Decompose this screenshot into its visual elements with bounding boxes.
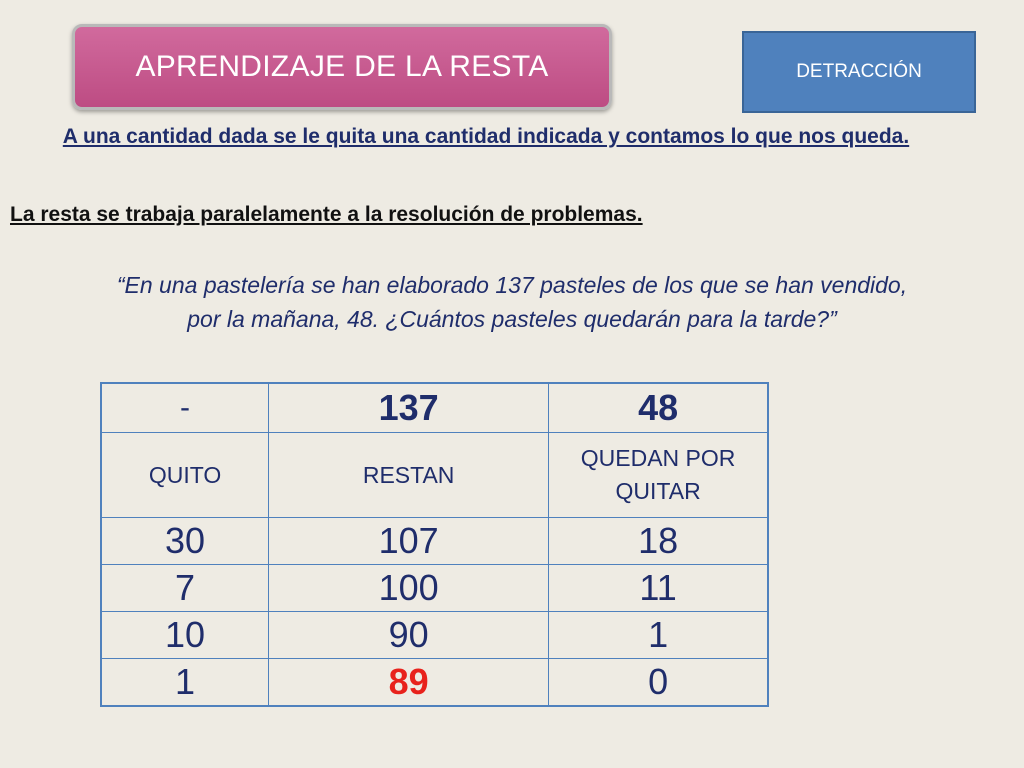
problem-line-1: “En una pastelería se han elaborado 137 pasteles de los que se han vendido,	[116, 272, 908, 298]
label-quito: QUITO	[101, 433, 269, 518]
table-label-row	[101, 433, 768, 518]
quedan-cell: 18	[549, 518, 768, 565]
quedan-cell: 1	[549, 612, 768, 659]
slide-title	[72, 24, 612, 110]
table-row	[101, 565, 768, 612]
table-row	[101, 518, 768, 565]
note-text: La resta se trabaja paralelamente a la resolución de problemas.	[10, 203, 643, 226]
quito-cell: 10	[101, 612, 269, 659]
detraccion-button-label: DETRACCIÓN	[796, 61, 922, 82]
result-cell: 89	[269, 659, 549, 707]
restan-cell: 107	[269, 518, 549, 565]
label-restan: RESTAN	[269, 433, 549, 518]
header-subtrahend-cell: 48	[549, 383, 768, 433]
quedan-cell: 11	[549, 565, 768, 612]
detraccion-button[interactable]	[742, 31, 976, 113]
slide-title-text: APRENDIZAJE DE LA RESTA	[135, 50, 549, 83]
quito-cell: 30	[101, 518, 269, 565]
header-operator-cell: -	[101, 383, 269, 433]
definition-text: A una cantidad dada se le quita una cantidad indicada y contamos lo que nos queda.	[62, 125, 910, 148]
problem-line-2: por la mañana, 48. ¿Cuántos pasteles quedarán para la tarde?”	[187, 306, 837, 332]
table-row	[101, 659, 768, 707]
restan-cell: 90	[269, 612, 549, 659]
table-header-row	[101, 383, 768, 433]
table-row	[101, 612, 768, 659]
problem-statement	[0, 268, 1024, 336]
quito-cell: 7	[101, 565, 269, 612]
restan-cell: 100	[269, 565, 549, 612]
quedan-cell: 0	[549, 659, 768, 707]
quito-cell: 1	[101, 659, 269, 707]
label-quedan-por-quitar: QUEDAN POR QUITAR	[549, 433, 768, 518]
header-minuend-cell: 137	[269, 383, 549, 433]
subtraction-table	[100, 382, 769, 707]
